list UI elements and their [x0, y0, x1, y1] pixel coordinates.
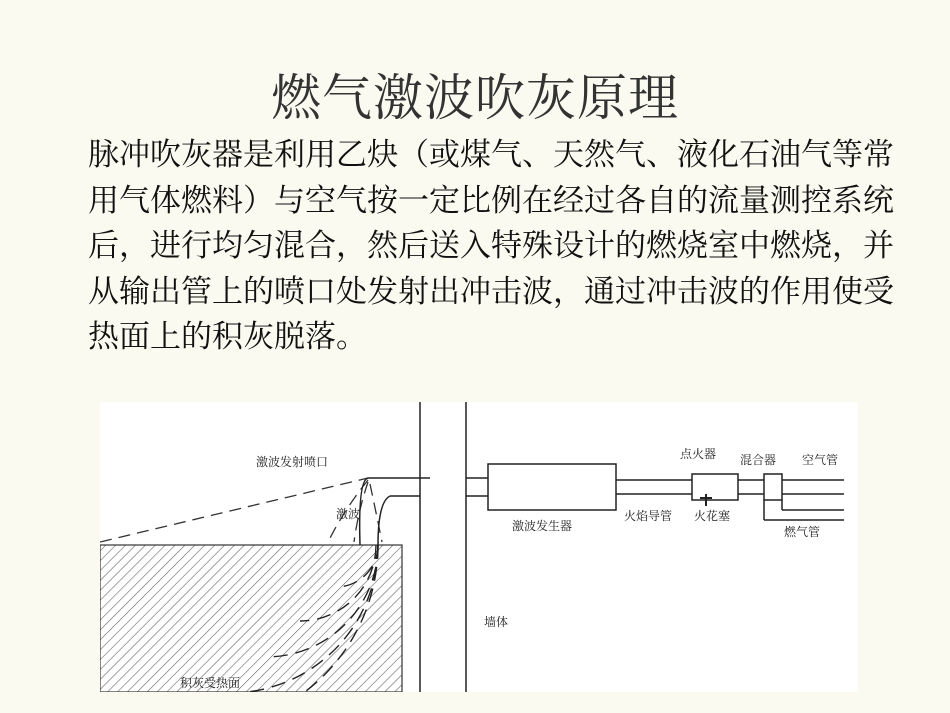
diagram-svg	[100, 402, 858, 692]
label-wall: 墙体	[484, 615, 509, 629]
label-igniter: 点火器	[680, 447, 717, 461]
label-nozzle: 激波发射喷口	[256, 455, 329, 469]
igniter-box	[692, 474, 738, 500]
label-air-pipe: 空气管	[802, 453, 839, 467]
shockwave-diagram	[100, 402, 858, 692]
label-spark-plug: 火花塞	[694, 509, 731, 523]
label-shockwave: 激波	[336, 507, 361, 521]
heated-surface-block	[100, 545, 402, 692]
label-mixer: 混合器	[740, 453, 777, 467]
generator-box	[488, 464, 616, 510]
mixer-pipes	[738, 474, 844, 520]
through-wall-pipe	[466, 478, 488, 496]
label-gas-pipe: 燃气管	[784, 525, 821, 539]
slide-title: 燃气激波吹灰原理	[271, 69, 679, 127]
flame-guide-tube	[616, 480, 692, 494]
label-flame-guide: 火焰导管	[624, 509, 673, 523]
label-generator: 激波发生器	[512, 519, 573, 533]
slide-body-text: 脉冲吹灰器是利用乙炔（或煤气、天然气、液化石油气等常用气体燃料）与空气按一定比例在经过各自的流量测控系统后，进行均匀混合，然后送入特殊设计的燃烧室中燃烧，并从输出管上的喷口处发射出冲击波，通过冲击波的作用使受热面上的积灰脱落。	[88, 137, 894, 355]
label-ash-surface: 积灰受热面	[180, 676, 241, 690]
